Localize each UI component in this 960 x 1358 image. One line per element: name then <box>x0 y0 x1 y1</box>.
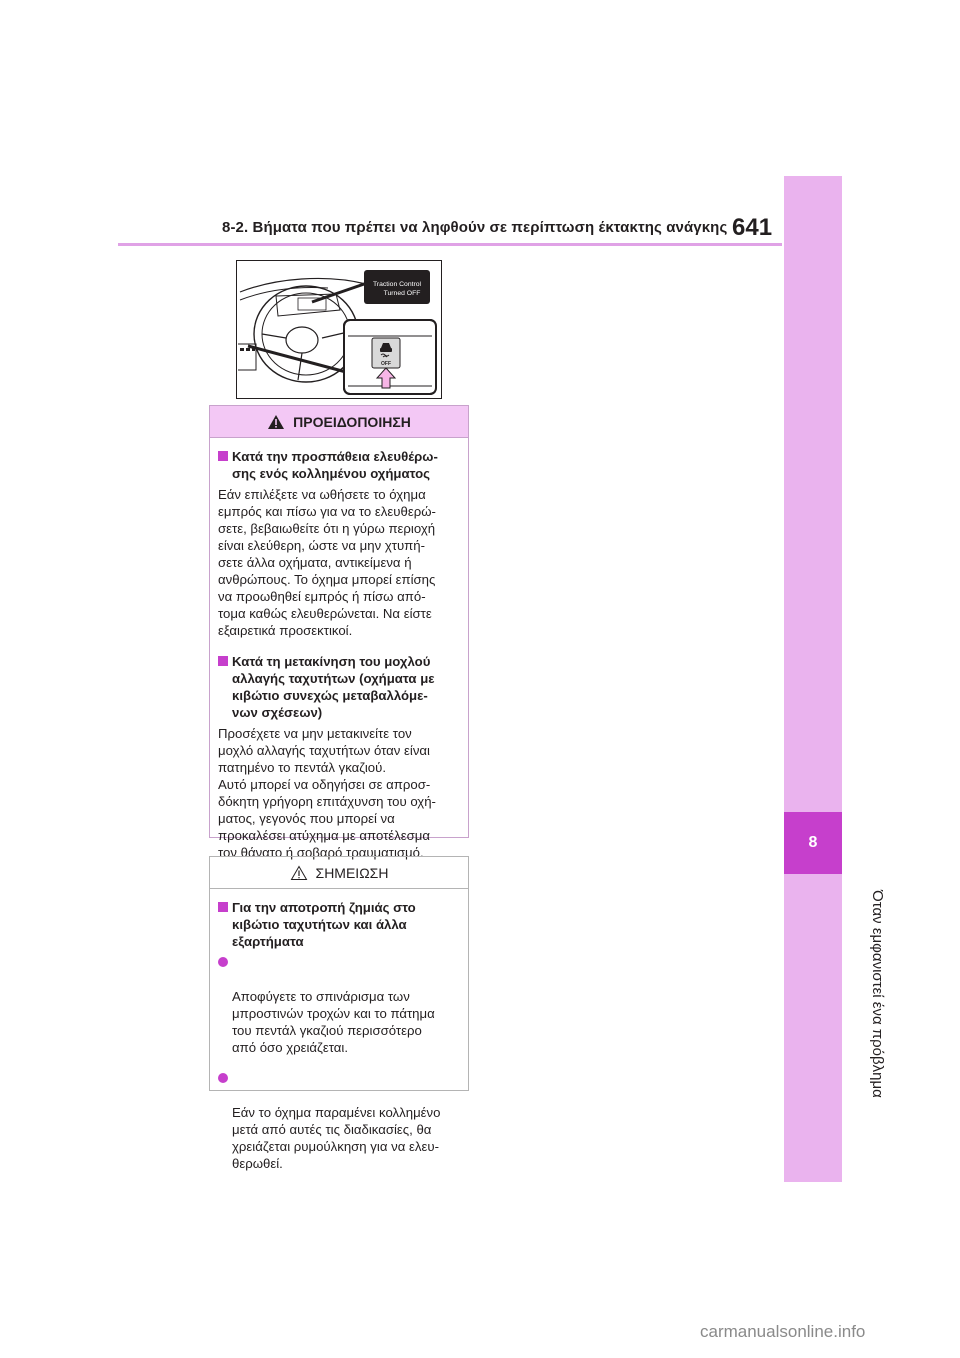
notice-bullet-1 <box>218 954 458 1056</box>
dashboard-illustration <box>236 260 442 399</box>
warning-subheading-2 <box>218 653 458 721</box>
footer-watermark: carmanualsonline.info <box>700 1322 866 1341</box>
notice-bullet-2-text: Εάν το όχημα παραμένει κολλημένο μετά από αυτές τις διαδικασίες, θα χρειάζεται ρυμούλκηση για να ελευ- θερωθεί. <box>232 1105 441 1171</box>
display-text-line1: Traction Control <box>372 281 422 288</box>
warning-paragraph-2: Προσέχετε να μην μετακινείτε τον μοχλό αλλαγής ταχυτήτων όταν είναι πατημένο το πεντάλ γκαζιού. Αυτό μπορεί να οδηγήσει σε απροσ- δόκητη γρήγορη επιτάχυνση του οχή- ματος, γεγονός που μπορεί να προκαλέσει ατύχημα με αποτέλεσμα τον θάνατο ή σοβαρό τραυματισμό. <box>218 726 436 860</box>
warning-box <box>209 405 469 860</box>
warning-subheading-1 <box>218 448 458 482</box>
notice-subheading <box>218 899 458 950</box>
notice-title: ΣΗΜΕΙΩΣΗ <box>315 864 389 881</box>
warning-subheading-2-text: Κατά τη μετακίνηση του μοχλού αλλαγής ταχυτήτων (οχήματα με κιβώτιο συνεχώς μεταβαλλόμε- νων σχέσεων) <box>232 654 435 720</box>
section-title: 8-2. Βήματα που πρέπει να ληφθούν σε περίπτωση έκτακτης ανάγκης <box>222 219 728 236</box>
notice-box <box>209 856 469 1171</box>
chapter-number-badge: 8 <box>784 812 842 874</box>
off-button-label: OFF <box>381 361 391 367</box>
warning-title: ΠΡΟΕΙΔΟΠΟΙΗΣΗ <box>293 413 411 430</box>
header-rule <box>118 243 782 246</box>
notice-bullet-2 <box>218 1070 458 1172</box>
warning-header <box>210 406 468 438</box>
warning-triangle-icon <box>267 414 285 430</box>
chapter-side-tab <box>784 176 842 1182</box>
notice-header <box>210 857 468 889</box>
warning-paragraph-1: Εάν επιλέξετε να ωθήσετε το όχημα εμπρός και πίσω για να το ελευθερώ- σετε, βεβαιωθείτε ότι η γύρω περιοχή είναι ελεύθερη, ώστε να μην χτυπή- σετε άλλα οχήματα, αντικείμενα ή ανθρώπους. Το όχημα μπορεί επίσης να προωθηθεί εμπρός ή πίσω από- τομα καθώς ελευθερώνεται. Να είστε εξαιρετικά προσεκτικοί. <box>218 487 436 638</box>
page-number: 641 <box>732 214 773 241</box>
notice-bullet-1-text: Αποφύγετε το σπινάρισμα των μπροστινών τροχών και το πάτημα του πεντάλ γκαζιού περισσότερο από όσο χρειάζεται. <box>232 989 435 1055</box>
round-bullet-icon <box>218 957 228 967</box>
caution-outline-icon <box>290 865 308 881</box>
warning-subheading-1-text: Κατά την προσπάθεια ελευθέρω- σης ενός κολλημένου οχήματος <box>232 449 438 481</box>
square-bullet-icon <box>218 451 228 461</box>
chapter-title-vertical: Όταν εμφανιστεί ένα πρόβλημα <box>869 890 886 1098</box>
notice-subheading-text: Για την αποτροπή ζημιάς στο κιβώτιο ταχυτήτων και άλλα εξαρτήματα <box>232 900 416 949</box>
display-text-line2: Turned OFF <box>383 290 421 297</box>
round-bullet-icon <box>218 1073 228 1083</box>
square-bullet-icon <box>218 902 228 912</box>
square-bullet-icon <box>218 656 228 666</box>
dashboard-drawing <box>236 260 442 399</box>
